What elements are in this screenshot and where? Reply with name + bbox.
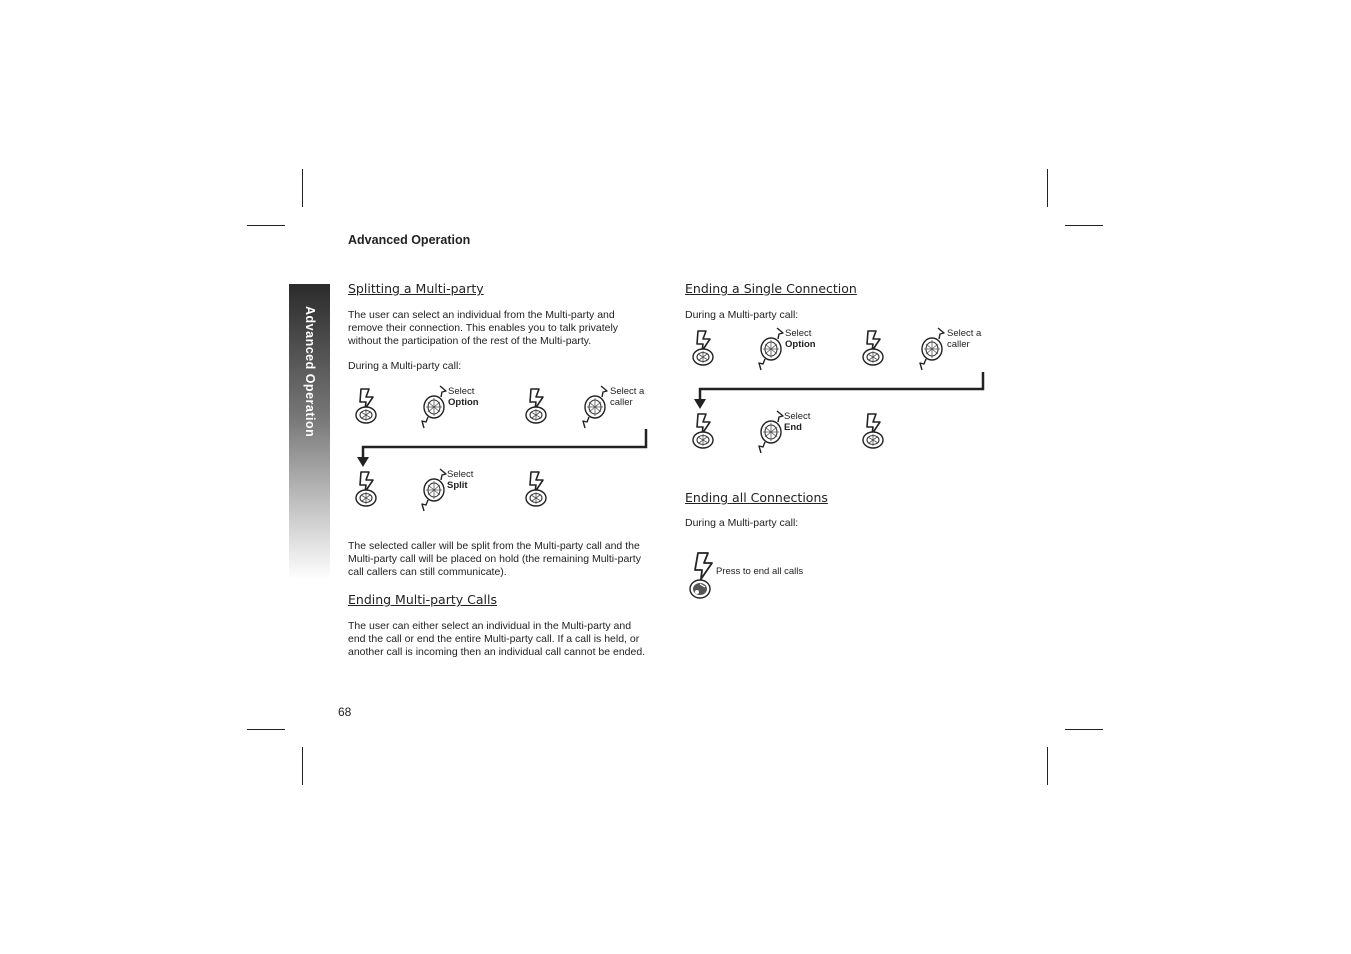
- crop-mark: [1047, 747, 1048, 785]
- navigation-key-icon: [917, 327, 947, 371]
- end-all-label: Press to end all calls: [716, 566, 804, 577]
- step-label: [448, 386, 479, 408]
- navigation-key-icon: [419, 468, 449, 512]
- flow-arrow-icon: [692, 370, 987, 412]
- press-key-icon: [522, 470, 552, 510]
- split-result-line: The selected caller will be split from the Multi-party call and the: [348, 540, 640, 552]
- press-key-icon: [859, 412, 889, 452]
- split-intro-line: remove their connection. This enables you to talk privately: [348, 322, 619, 334]
- step-label: [947, 328, 981, 350]
- section-heading-single: Ending a Single Connection: [685, 281, 857, 296]
- section-heading-split: Splitting a Multi-party: [348, 281, 484, 296]
- press-key-icon: [689, 412, 719, 452]
- step-label-value: caller: [947, 339, 970, 350]
- split-result-line: Multi-party call will be placed on hold (the remaining Multi-party: [348, 553, 641, 565]
- step-label-value: Option: [448, 397, 479, 408]
- step-label-select: Select: [785, 328, 812, 339]
- flow-arrow-icon: [355, 427, 650, 469]
- press-key-icon: [522, 387, 552, 427]
- ending-multi-line: The user can either select an individual in the Multi-party and: [348, 620, 632, 632]
- section-heading-all: Ending all Connections: [685, 490, 828, 505]
- crop-mark: [302, 169, 303, 207]
- step-label: [447, 469, 473, 491]
- crop-mark: [302, 747, 303, 785]
- press-key-icon: [689, 329, 719, 369]
- step-label-value: Split: [447, 480, 468, 491]
- step-label-select: Select: [447, 469, 474, 480]
- step-label: [610, 386, 644, 408]
- split-during: During a Multi-party call:: [348, 360, 462, 372]
- split-intro-line: The user can select an individual from the Multi-party and: [348, 309, 615, 321]
- step-label-select: Select a: [947, 328, 982, 339]
- crop-mark: [247, 225, 285, 226]
- step-label-select: Select: [784, 411, 811, 422]
- page-number: 68: [338, 705, 352, 719]
- navigation-key-icon: [756, 327, 786, 371]
- ending-multi-line: another call is incoming then an individual call cannot be ended.: [348, 646, 646, 658]
- press-key-icon: [859, 329, 889, 369]
- press-key-icon: [352, 387, 382, 427]
- split-result-line: call callers can still communicate).: [348, 566, 507, 578]
- navigation-key-icon: [756, 410, 786, 454]
- step-label-select: Select a: [610, 386, 645, 397]
- step-label: [785, 328, 816, 350]
- step-label-select: Select: [448, 386, 475, 397]
- crop-mark: [1065, 225, 1103, 226]
- navigation-key-icon: [580, 385, 610, 429]
- step-label-value: Option: [785, 339, 816, 350]
- step-label-value: caller: [610, 397, 633, 408]
- press-key-icon: [352, 470, 382, 510]
- split-intro: [348, 309, 618, 348]
- all-during: During a Multi-party call:: [685, 517, 799, 529]
- end-key-icon: [687, 551, 717, 601]
- split-intro-line: without the participation of the rest of the Multi-party.: [348, 335, 592, 347]
- crop-mark: [1065, 729, 1103, 730]
- step-label-value: End: [784, 422, 802, 433]
- single-during: During a Multi-party call:: [685, 309, 799, 321]
- ending-multi-text: [348, 620, 645, 659]
- ending-multi-line: end the call or end the entire Multi-party call. If a call is held, or: [348, 633, 640, 645]
- section-heading-ending-multi: Ending Multi-party Calls: [348, 592, 497, 607]
- crop-mark: [1047, 169, 1048, 207]
- navigation-key-icon: [419, 385, 449, 429]
- side-tab: [289, 284, 330, 580]
- side-tab-label: Advanced Operation: [302, 306, 317, 438]
- crop-mark: [247, 729, 285, 730]
- split-result: [348, 540, 641, 579]
- page-header: Advanced Operation: [348, 233, 471, 247]
- step-label: [784, 411, 810, 433]
